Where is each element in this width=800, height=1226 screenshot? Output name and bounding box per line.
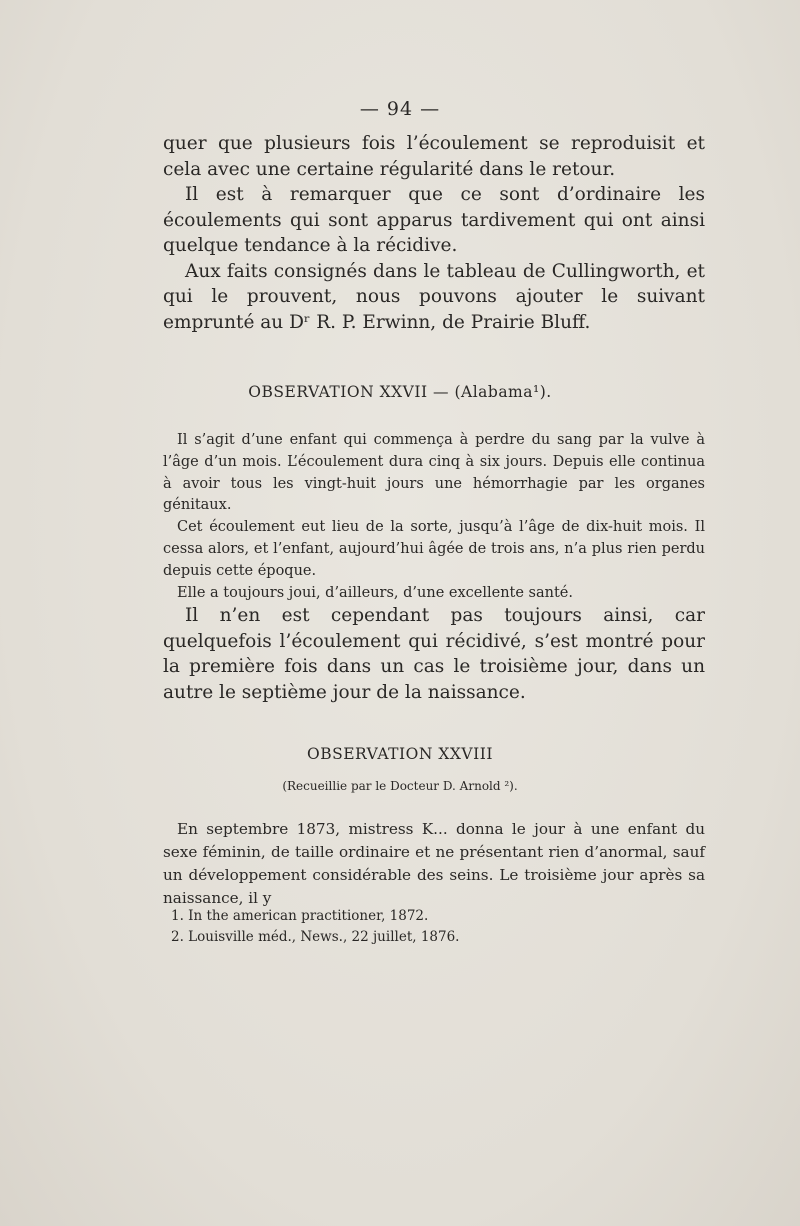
paragraph: Il s’agit d’une enfant qui commença à perdre du sang par la vulve à l’âge d’un mois. L’écoulement dura cinq à six jours. Depuis elle continua à avoir tous les vingt-huit jours une hémorrhagie par les organes génitaux. [163,432,705,514]
paragraph: Cet écoulement eut lieu de la sorte, jusqu’à l’âge de dix-huit mois. Il cessa alors, et l’enfant, aujourd’hui âgée de trois ans, n’a plus rien perdu depuis cette époque. [163,519,705,579]
footnotes [163,906,705,948]
middle-text [163,603,705,705]
paragraph: Elle a toujours joui, d’ailleurs, d’une excellente santé. [177,584,573,601]
observation-28-subtitle: (Recueillie par le Docteur D. Arnold ²). [282,779,518,793]
continuation-text [163,131,705,335]
observation-27-title: OBSERVATION XXVII — (Alabama¹). [248,383,552,401]
paragraph: quer que plusieurs fois l’écoulement se reproduisit et cela avec une certaine régularité dans le retour. [163,133,705,180]
page-number: — 94 — [359,98,441,120]
paragraph: En septembre 1873, mistress K... donna le jour à une enfant du sexe féminin, de taille ordinaire et ne présentant rien d’anormal, sauf un développement considérable des seins. Le troisième jour après sa naissance, il y [163,820,705,907]
observation-27-body [163,430,705,604]
observation-28-body [163,818,705,910]
footnote: 1. In the american practitioner, 1872. [171,908,429,924]
paragraph: Aux faits consignés dans le tableau de Cullingworth, et qui le prouvent, nous pouvons ajouter le suivant emprunté au Dʳ R. P. Erwinn, de Prairie Bluff. [163,260,705,333]
paragraph: Il est à remarquer que ce sont d’ordinaire les écoulements qui sont apparus tardivement qui ont ainsi quelque tendance à la récidive. [163,184,705,256]
footnote: 2. Louisville méd., News., 22 juillet, 1876. [171,929,460,945]
observation-28-title: OBSERVATION XXVIII [307,745,493,763]
paragraph: Il n’en est cependant pas toujours ainsi, car quelquefois l’écoulement qui récidivé, s’est montré pour la première fois dans un cas le troisième jour, dans un autre le septième jour de la naissance. [163,605,705,703]
